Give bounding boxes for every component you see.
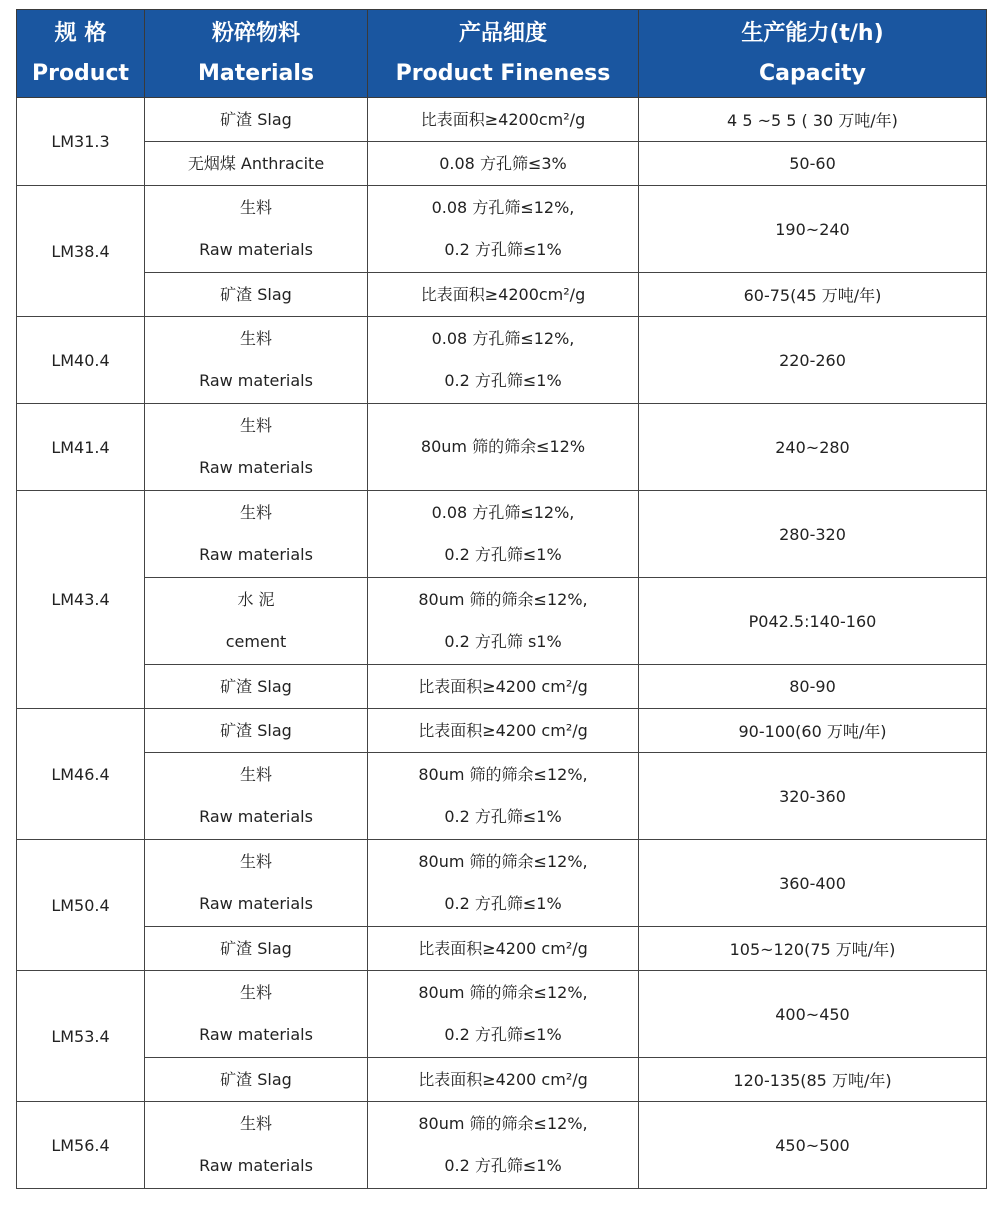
- fineness-line: 0.2 方孔筛 s1%: [444, 632, 562, 651]
- fineness-line: 0.2 方孔筛≤1%: [444, 1156, 562, 1175]
- fineness-cell: [368, 98, 639, 142]
- material-line: 生料: [239, 1114, 272, 1133]
- material-cell: [145, 1102, 368, 1189]
- fineness-line: 0.2 方孔筛≤1%: [444, 1025, 562, 1044]
- fineness-cell: [368, 709, 639, 753]
- fineness-line: 0.2 方孔筛≤1%: [444, 371, 562, 390]
- model-cell: LM43.4: [17, 491, 145, 709]
- capacity-cell: 360-400: [639, 840, 987, 927]
- fineness-line: 0.2 方孔筛≤1%: [444, 894, 562, 913]
- capacity-cell: 320-360: [639, 753, 987, 840]
- material-cell: [145, 404, 368, 491]
- spec-table: [16, 9, 987, 1189]
- material-line: 生料: [239, 198, 272, 217]
- material-cell: [145, 491, 368, 578]
- header-materials: [145, 10, 368, 98]
- material-line: 生料: [239, 416, 272, 435]
- capacity-cell: 90-100(60 万吨/年): [639, 709, 987, 753]
- header-product-zh: 规 格: [54, 20, 107, 46]
- material-line: 水 泥: [237, 590, 275, 609]
- table-row: [17, 142, 987, 186]
- model-cell: LM31.3: [17, 98, 145, 186]
- header-capacity-en: Capacity: [758, 60, 867, 86]
- fineness-line: 0.08 方孔筛≤12%,: [431, 503, 575, 522]
- material-line: Raw materials: [199, 545, 313, 564]
- fineness-cell: [368, 578, 639, 665]
- material-cell: [145, 273, 368, 317]
- fineness-line: 比表面积≥4200cm²/g: [420, 284, 586, 304]
- material-line: Raw materials: [199, 807, 313, 826]
- fineness-cell: [368, 186, 639, 273]
- material-cell: [145, 753, 368, 840]
- material-line: Raw materials: [199, 894, 313, 913]
- header-product-en: Product: [31, 60, 130, 86]
- capacity-cell: 450~500: [639, 1102, 987, 1189]
- fineness-line: 0.2 方孔筛≤1%: [444, 545, 562, 564]
- material-line: cement: [225, 632, 287, 651]
- fineness-cell: [368, 404, 639, 491]
- table-row: [17, 491, 987, 578]
- model-cell: LM41.4: [17, 404, 145, 491]
- fineness-line: 比表面积≥4200 cm²/g: [418, 938, 588, 958]
- table-row: [17, 317, 987, 404]
- fineness-cell: [368, 142, 639, 186]
- material-line: Raw materials: [199, 240, 313, 259]
- material-line: 生料: [239, 765, 272, 784]
- fineness-cell: [368, 753, 639, 840]
- fineness-line: 0.2 方孔筛≤1%: [444, 240, 562, 259]
- capacity-cell: 4 5 ~5 5 ( 30 万吨/年): [639, 98, 987, 142]
- table-row: [17, 186, 987, 273]
- capacity-cell: 400~450: [639, 971, 987, 1058]
- material-cell: [145, 1058, 368, 1102]
- capacity-cell: 60-75(45 万吨/年): [639, 273, 987, 317]
- table-row: [17, 753, 987, 840]
- table-header: [17, 10, 987, 98]
- material-cell: [145, 840, 368, 927]
- material-cell: [145, 142, 368, 186]
- table-body: [17, 98, 987, 1189]
- capacity-cell: 280-320: [639, 491, 987, 578]
- material-line: 矿渣 Slag: [220, 1069, 292, 1089]
- table-row: [17, 273, 987, 317]
- fineness-cell: [368, 317, 639, 404]
- table-row: [17, 709, 987, 753]
- header-fineness-zh: 产品细度: [458, 20, 547, 46]
- model-cell: LM53.4: [17, 971, 145, 1102]
- fineness-line: 比表面积≥4200 cm²/g: [418, 1069, 588, 1089]
- fineness-line: 80um 筛的筛余≤12%,: [418, 1114, 588, 1133]
- model-cell: LM56.4: [17, 1102, 145, 1189]
- fineness-cell: [368, 1058, 639, 1102]
- header-materials-en: Materials: [197, 60, 315, 86]
- fineness-line: 80um 筛的筛余≤12%,: [418, 765, 588, 784]
- material-cell: [145, 971, 368, 1058]
- material-line: 矿渣 Slag: [220, 676, 292, 696]
- material-line: 矿渣 Slag: [220, 284, 292, 304]
- fineness-cell: [368, 665, 639, 709]
- table-row: [17, 927, 987, 971]
- header-fineness: [368, 10, 639, 98]
- fineness-cell: [368, 927, 639, 971]
- capacity-cell: 50-60: [639, 142, 987, 186]
- material-line: 生料: [239, 983, 272, 1002]
- material-line: Raw materials: [199, 1025, 313, 1044]
- material-line: 矿渣 Slag: [220, 109, 292, 129]
- table-row: [17, 971, 987, 1058]
- material-line: Raw materials: [199, 371, 313, 390]
- material-line: 生料: [239, 852, 272, 871]
- capacity-cell: 105~120(75 万吨/年): [639, 927, 987, 971]
- material-cell: [145, 927, 368, 971]
- material-line: Raw materials: [199, 1156, 313, 1175]
- model-cell: LM40.4: [17, 317, 145, 404]
- table-row: [17, 404, 987, 491]
- model-cell: LM46.4: [17, 709, 145, 840]
- capacity-cell: 120-135(85 万吨/年): [639, 1058, 987, 1102]
- capacity-cell: 80-90: [639, 665, 987, 709]
- fineness-line: 0.2 方孔筛≤1%: [444, 807, 562, 826]
- fineness-cell: [368, 840, 639, 927]
- fineness-line: 80um 筛的筛余≤12%,: [418, 852, 588, 871]
- material-line: 生料: [239, 329, 272, 348]
- material-cell: [145, 98, 368, 142]
- header-fineness-en: Product Fineness: [395, 60, 611, 86]
- material-line: Raw materials: [199, 458, 313, 477]
- fineness-cell: [368, 491, 639, 578]
- table-row: [17, 1102, 987, 1189]
- table-row: [17, 578, 987, 665]
- material-line: 矿渣 Slag: [220, 720, 292, 740]
- fineness-line: 比表面积≥4200 cm²/g: [418, 720, 588, 740]
- header-product: [17, 10, 145, 98]
- fineness-cell: [368, 971, 639, 1058]
- capacity-cell: 190~240: [639, 186, 987, 273]
- table-row: [17, 665, 987, 709]
- fineness-line: 0.08 方孔筛≤12%,: [431, 198, 575, 217]
- material-cell: [145, 186, 368, 273]
- fineness-line: 80um 筛的筛余≤12%,: [418, 590, 588, 609]
- table-row: [17, 98, 987, 142]
- fineness-line: 0.08 方孔筛≤3%: [439, 153, 567, 173]
- fineness-line: 80um 筛的筛余≤12%: [420, 437, 586, 456]
- model-cell: LM38.4: [17, 186, 145, 317]
- header-capacity: [639, 10, 987, 98]
- table-row: [17, 840, 987, 927]
- capacity-cell: P042.5:140-160: [639, 578, 987, 665]
- material-cell: [145, 578, 368, 665]
- header-materials-zh: 粉碎物料: [211, 20, 300, 46]
- capacity-cell: 220-260: [639, 317, 987, 404]
- material-cell: [145, 709, 368, 753]
- fineness-line: 比表面积≥4200 cm²/g: [418, 676, 588, 696]
- material-line: 生料: [239, 503, 272, 522]
- fineness-cell: [368, 273, 639, 317]
- table-row: [17, 1058, 987, 1102]
- material-cell: [145, 665, 368, 709]
- fineness-line: 80um 筛的筛余≤12%,: [418, 983, 588, 1002]
- header-capacity-zh: 生产能力(t/h): [741, 20, 884, 46]
- capacity-cell: 240~280: [639, 404, 987, 491]
- fineness-line: 0.08 方孔筛≤12%,: [431, 329, 575, 348]
- material-line: 无烟煤 Anthracite: [187, 153, 325, 173]
- model-cell: LM50.4: [17, 840, 145, 971]
- fineness-cell: [368, 1102, 639, 1189]
- material-cell: [145, 317, 368, 404]
- material-line: 矿渣 Slag: [220, 938, 292, 958]
- fineness-line: 比表面积≥4200cm²/g: [420, 109, 586, 129]
